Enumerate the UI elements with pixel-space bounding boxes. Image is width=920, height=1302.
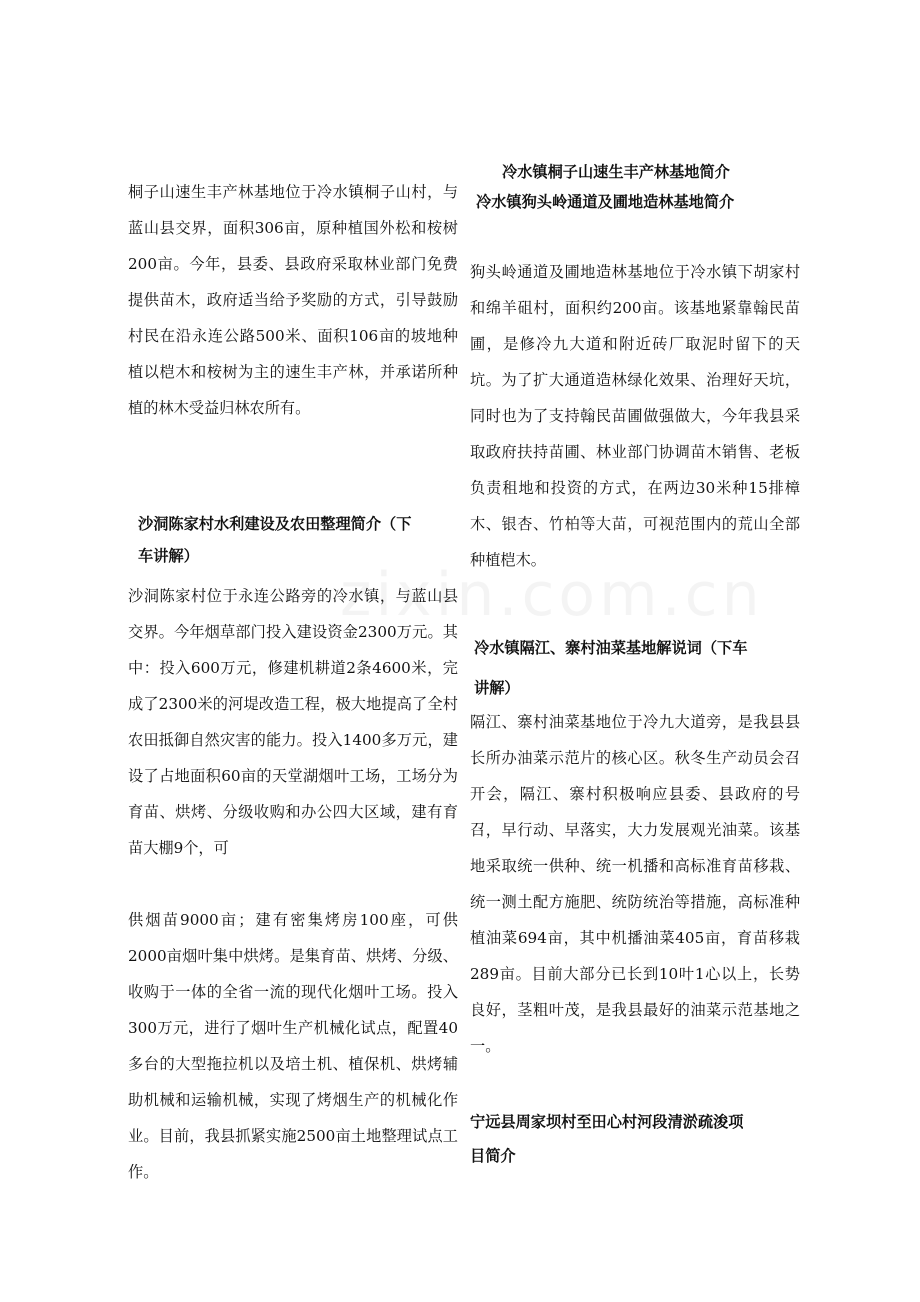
- shadong-paragraph-2: 供烟苗9000亩；建有密集烤房100座，可供2000亩烟叶集中烘烤。是集育苗、烘烤、分级、收购于一体的全省一流的现代化烟叶工场。投入300万元，进行了烟叶生产机械化试点，配置40多台的大型拖拉机以及培土机、植保机、烘烤辅助机械和运输机械，实现了烤烟生产的机械化作业。目前，我县抓紧实施2500亩土地整理试点工作。: [128, 911, 458, 1181]
- shadong-paragraph-1: 沙洞陈家村位于永连公路旁的冷水镇，与蓝山县交界。今年烟草部门投入建设资金2300万元。其中：投入600万元，修建机耕道2条4600米，完成了2300米的河堤改造工程，极大地提高了全村农田抵御自然灾害的能力。投入1400多万元，建设了占地面积60亩的天堂湖烟叶工场，工场分为育苗、烘烤、分级收购和办公四大区域，建有育苗大棚9个，可: [128, 587, 458, 857]
- tongzishan-heading: 冷水镇桐子山速生丰产林基地简介: [502, 163, 730, 181]
- gejiang-paragraph: 隔江、寨村油菜基地位于冷九大道旁，是我县县长所办油菜示范片的核心区。秋冬生产动员会召开会，隔江、寨村积极响应县委、县政府的号召，早行动、早落实，大力发展观光油菜。该基地采取统一供种、统一机播和高标准育苗移栽、统一测土配方施肥、统防统治等措施，高标准种植油菜694亩，其中机播油菜405亩，育苗移栽289亩。目前大部分已长到10叶1心以上，长势良好，茎粗叶茂，是我县最好的油菜示范基地之一。: [470, 713, 800, 1055]
- tongzishan-paragraph: 桐子山速生丰产林基地位于冷水镇桐子山村，与蓝山县交界，面积306亩，原种植国外松和桉树200亩。今年，县委、县政府采取林业部门免费提供苗木，政府适当给予奖励的方式，引导鼓励村民在沿永连公路500米、面积106亩的坡地种植以桤木和桉树为主的速生丰产林，并承诺所种植的林木受益归林农所有。: [128, 183, 458, 417]
- zhoujiaba-heading-line2: 目简介: [470, 1147, 516, 1165]
- shadong-heading-line1: 沙洞陈家村水利建设及农田整理简介（下: [138, 515, 412, 533]
- gejiang-heading-line1: 冷水镇隔江、寨村油菜基地解说词（下车: [474, 639, 748, 657]
- goutouling-heading: 冷水镇狗头岭通道及圃地造林基地简介: [476, 193, 735, 211]
- shadong-heading-line2: 车讲解）: [138, 547, 199, 565]
- goutouling-paragraph: 狗头岭通道及圃地造林基地位于冷水镇下胡家村和绵羊砠村，面积约200亩。该基地紧靠翰民苗圃，是修冷九大道和附近砖厂取泥时留下的天坑。为了扩大通道造林绿化效果、治理好天坑，同时也为了支持翰民苗圃做强做大，今年我县采取政府扶持苗圃、林业部门协调苗木销售、老板负责租地和投资的方式，在两边30米种15排樟木、银杏、竹柏等大苗，可视范围内的荒山全部种植桤木。: [470, 263, 800, 569]
- zhoujiaba-heading-line1: 宁远县周家坝村至田心村河段清淤疏浚项: [470, 1113, 744, 1131]
- gejiang-heading-line2: 讲解）: [474, 679, 520, 697]
